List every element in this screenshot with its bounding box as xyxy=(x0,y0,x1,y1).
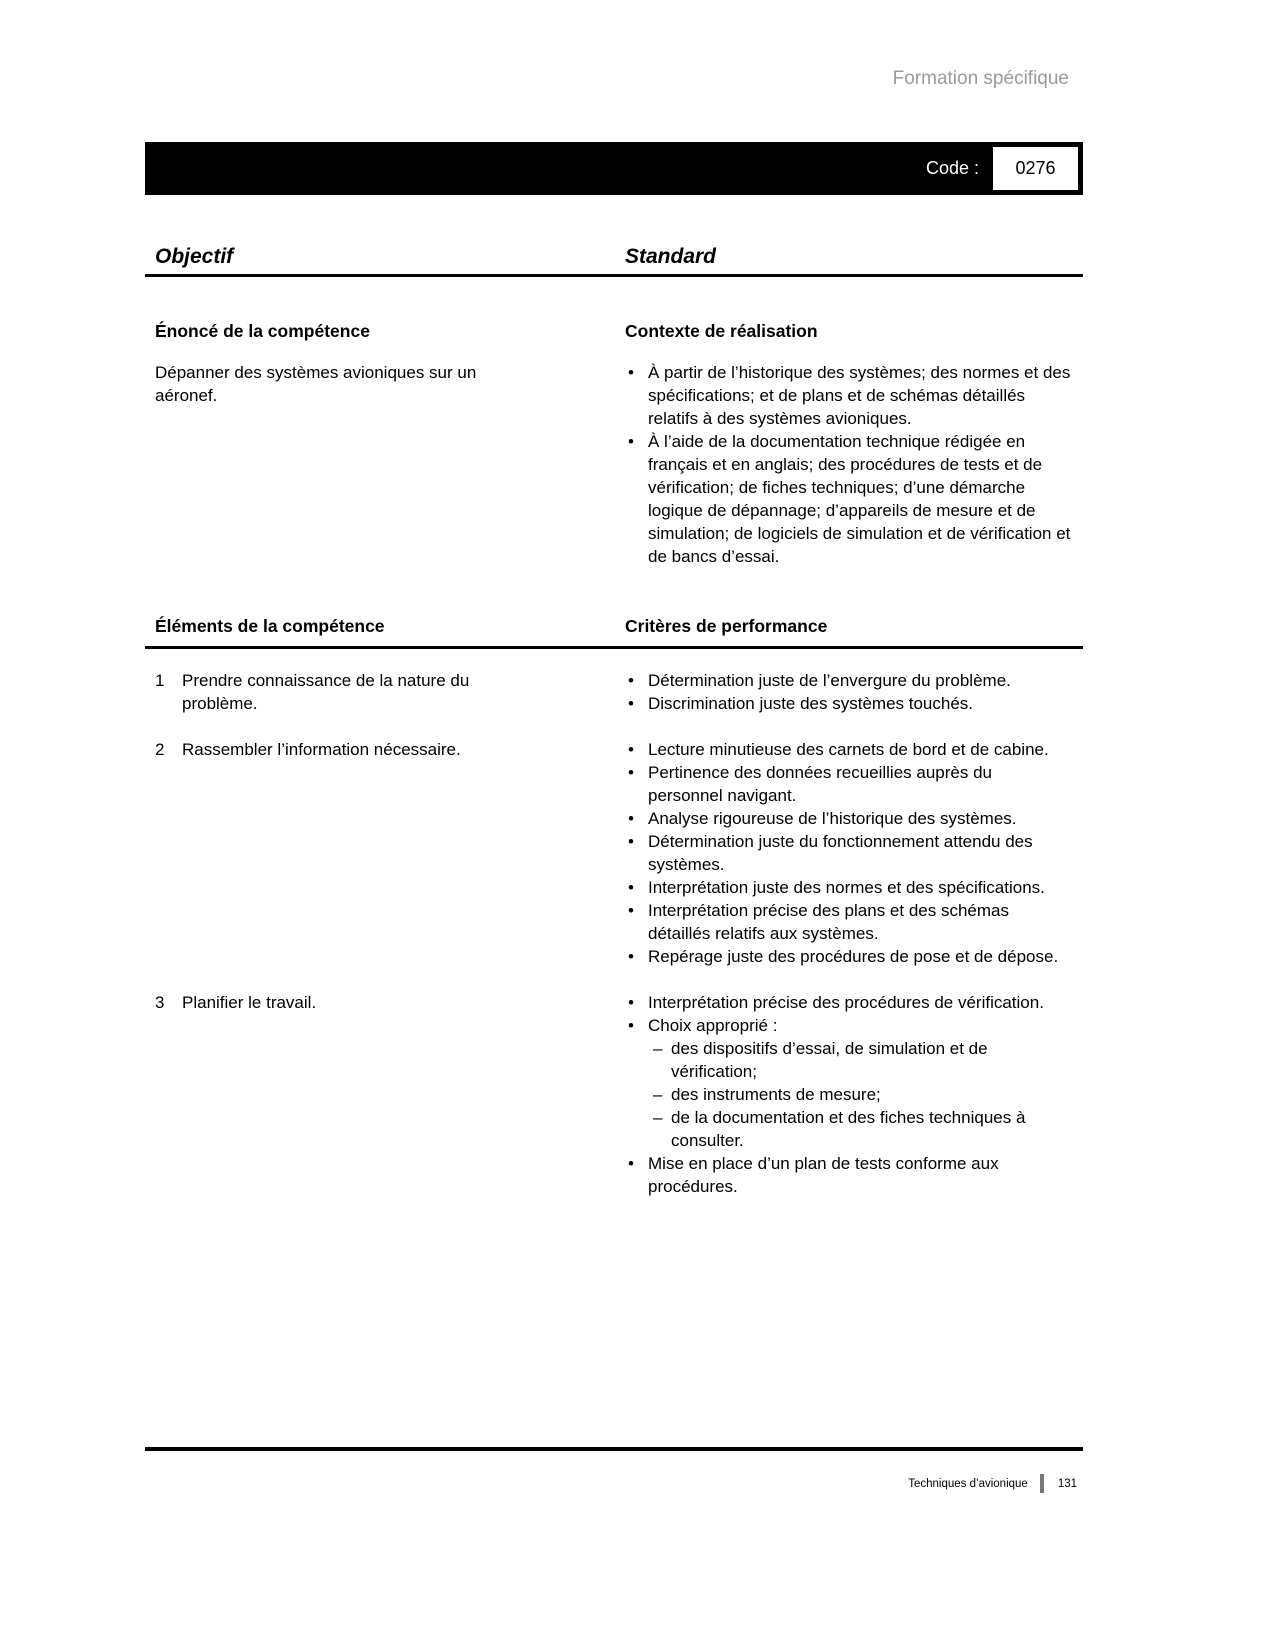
enonce-heading: Énoncé de la compétence xyxy=(155,321,370,341)
page-header xyxy=(0,0,1275,90)
criteria-cell xyxy=(625,991,1083,1198)
competence-row xyxy=(145,738,1083,968)
criterion-text: Choix approprié : xyxy=(648,1016,778,1035)
criteria-bullet-list xyxy=(625,669,1071,715)
criterion-item: • À l’aide de la documentation technique rédigée en français et en anglais; des procédures de tests et de vérification; de fiches techniques; d’une démarche logique de dépannage; d’appareils de mesure et de simulation; de logiciels de simulation et de vérification et de bancs d’essai. xyxy=(625,430,1071,568)
element-cell xyxy=(145,738,625,968)
criterion-item: • Interprétation précise des plans et des schémas détaillés relatifs aux systèmes. xyxy=(625,899,1071,945)
criteria-bullet-list xyxy=(625,991,1071,1198)
criterion-item: • Repérage juste des procédures de pose et de dépose. xyxy=(625,945,1071,968)
criterion-item: • Détermination juste du fonctionnement attendu des systèmes. xyxy=(625,830,1071,876)
criterion-item: • Interprétation précise des procédures de vérification. xyxy=(625,991,1071,1014)
footer-divider xyxy=(1040,1474,1044,1493)
element-text: Rassembler l’information nécessaire. xyxy=(182,740,461,759)
footer-section-label: Techniques d’avionique xyxy=(908,1477,1028,1490)
code-banner xyxy=(145,142,1083,195)
enonce-text: Dépanner des systèmes avioniques sur un aéronef. xyxy=(155,363,477,405)
criteria-bullet-list xyxy=(625,738,1071,968)
competence-row xyxy=(145,991,1083,1198)
dash-list xyxy=(653,1037,1071,1152)
header-label: Formation spécifique xyxy=(892,68,1069,89)
code-value: 0276 xyxy=(993,147,1078,190)
criteria-cell xyxy=(625,669,1083,715)
element-number: 2 xyxy=(155,740,165,759)
criterion-item: • Analyse rigoureuse de l’historique des systèmes. xyxy=(625,807,1071,830)
page-footer xyxy=(908,1474,1077,1493)
criterion-item: • Lecture minutieuse des carnets de bord et de cabine. xyxy=(625,738,1071,761)
element-text: Prendre connaissance de la nature du problème. xyxy=(182,671,470,713)
competence-row xyxy=(145,669,1083,715)
page-content xyxy=(145,245,1083,1198)
contexte-heading: Contexte de réalisation xyxy=(625,321,818,341)
criterion-item xyxy=(625,1014,1071,1152)
criteres-heading: Critères de performance xyxy=(625,616,828,636)
criterion-item: • Détermination juste de l’envergure du problème. xyxy=(625,669,1071,692)
contexte-bullet-list xyxy=(625,361,1071,568)
criterion-item: • Pertinence des données recueillies auprès du personnel navigant. xyxy=(625,761,1071,807)
element-cell xyxy=(145,991,625,1198)
standard-title: Standard xyxy=(625,245,717,268)
element-cell xyxy=(145,669,625,715)
section2-headings xyxy=(145,614,1083,638)
element-text: Planifier le travail. xyxy=(182,993,317,1012)
element-number: 3 xyxy=(155,993,165,1012)
criterion-item: • Mise en place d’un plan de tests conforme aux procédures. xyxy=(625,1152,1071,1198)
elements-heading: Éléments de la compétence xyxy=(155,616,385,636)
criteria-cell xyxy=(625,738,1083,968)
criterion-item: • À partir de l’historique des systèmes; des normes et des spécifications; et de plans et de schémas détaillés relatifs à des systèmes avioniques. xyxy=(625,361,1071,430)
section2-rule xyxy=(145,646,1083,649)
code-label: Code : xyxy=(925,158,979,178)
column-titles xyxy=(145,245,1083,269)
criterion-item: • Interprétation juste des normes et des spécifications. xyxy=(625,876,1071,899)
dash-item: – des dispositifs d’essai, de simulation et de vérification; xyxy=(653,1037,1071,1083)
objectif-title: Objectif xyxy=(155,245,234,268)
title-rule xyxy=(145,274,1083,277)
dash-item: – de la documentation et des fiches techniques à consulter. xyxy=(653,1106,1071,1152)
criterion-item: • Discrimination juste des systèmes touchés. xyxy=(625,692,1071,715)
competence-section xyxy=(145,319,1083,568)
competence-rows xyxy=(145,669,1083,1198)
footer-rule xyxy=(145,1447,1083,1451)
dash-item: – des instruments de mesure; xyxy=(653,1083,1071,1106)
element-number: 1 xyxy=(155,671,165,690)
footer-page-number: 131 xyxy=(1057,1477,1077,1490)
